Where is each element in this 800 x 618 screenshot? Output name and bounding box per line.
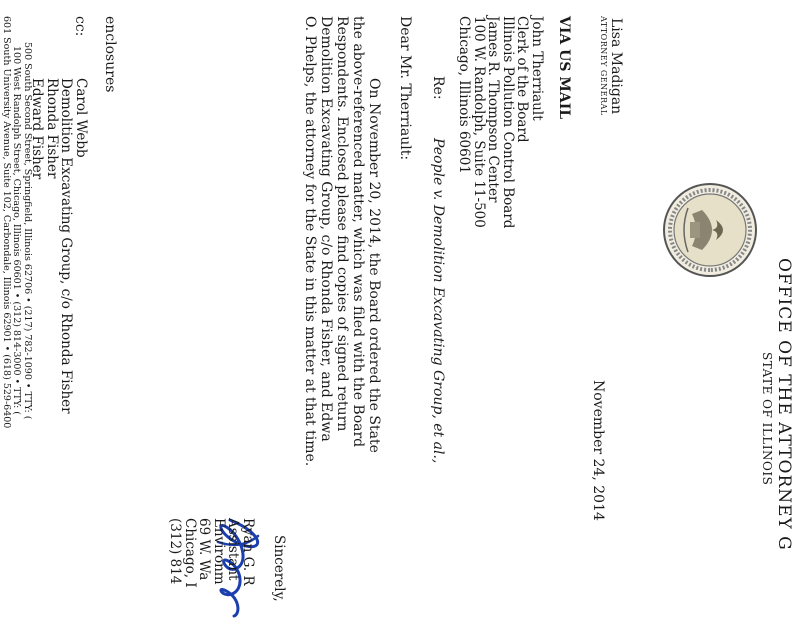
cc-list [30,78,88,414]
enclosures-note: enclosures [102,16,118,93]
state-name: STATE OF ILLINOIS [760,352,774,486]
footer-line: 100 West Randolph Street, Chicago, Illinois 60601 • (312) 814-3000 • TTY: ( [11,46,23,416]
signature-block [168,518,255,588]
signature-line: 69 W. Wa [196,518,213,581]
address-line: James R. Thompson Center [485,16,502,203]
address-line: John Therriault [529,16,545,121]
ag-name: Lisa Madigan [608,18,624,115]
signature-line: Chicago, I [182,518,198,588]
signature-line: Environm [211,518,227,585]
delivery-method: VIA US MAIL [556,16,572,120]
footer-line: 500 South Second Street, Springfield, Illinois 62706 • (217) 782-1090 • TTY: ( [22,42,33,420]
letter-date: November 24, 2014 [590,380,606,521]
body-line: the above-referenced matter, which was filed with the Board [350,16,366,448]
cc-label: cc: [72,16,88,37]
cc-name: Carol Webb [73,78,89,158]
office-title: OFFICE OF THE ATTORNEY G [774,258,794,551]
footer-line: 601 South University Avenue, Suite 102, Carbondale, Illinois 62901 • (618) 529-6400 [1,16,12,429]
address-line: Illinois Pollution Control Board [500,16,516,229]
closing [272,535,287,602]
salutation: Dear Mr. Therriault: [397,16,413,161]
state-seal [660,180,760,280]
signature-line: (312) 814 [167,518,184,585]
re-label: Re: [430,76,446,100]
body-line: O. Phelps, the attorney for the State in this matter at that time. [302,16,318,467]
address-line: Clerk of the Board [514,16,531,143]
cc-name: Edward Fisher [29,78,46,180]
recipient-address [457,16,544,228]
cc-name: Rhonda Fisher [44,78,60,179]
footer-addresses [1,16,33,428]
closing-text: Sincerely, [271,535,287,602]
body-line: Demolition Excavating Group, c/o Rhonda Fisher, and Edwa [318,16,334,442]
re-subject: People v. Demolition Excavating Group, et al., [430,138,446,464]
cc-name: Demolition Excavating Group, c/o Rhonda Fisher [58,78,75,414]
address-line: 100 W. Randolph, Suite 11-500 [471,16,487,228]
signature-line: Assistant [225,518,242,581]
body-line: On November 20, 2014, the Board ordered the State [366,78,382,453]
address-line: Chicago, Illinois 60601 [456,16,473,174]
signature-line: Ryan G. R [240,518,256,586]
body-line: Respondents. Enclosed please find copies of signed return [334,16,350,432]
ag-title: ATTORNEY GENERAL [599,16,608,116]
